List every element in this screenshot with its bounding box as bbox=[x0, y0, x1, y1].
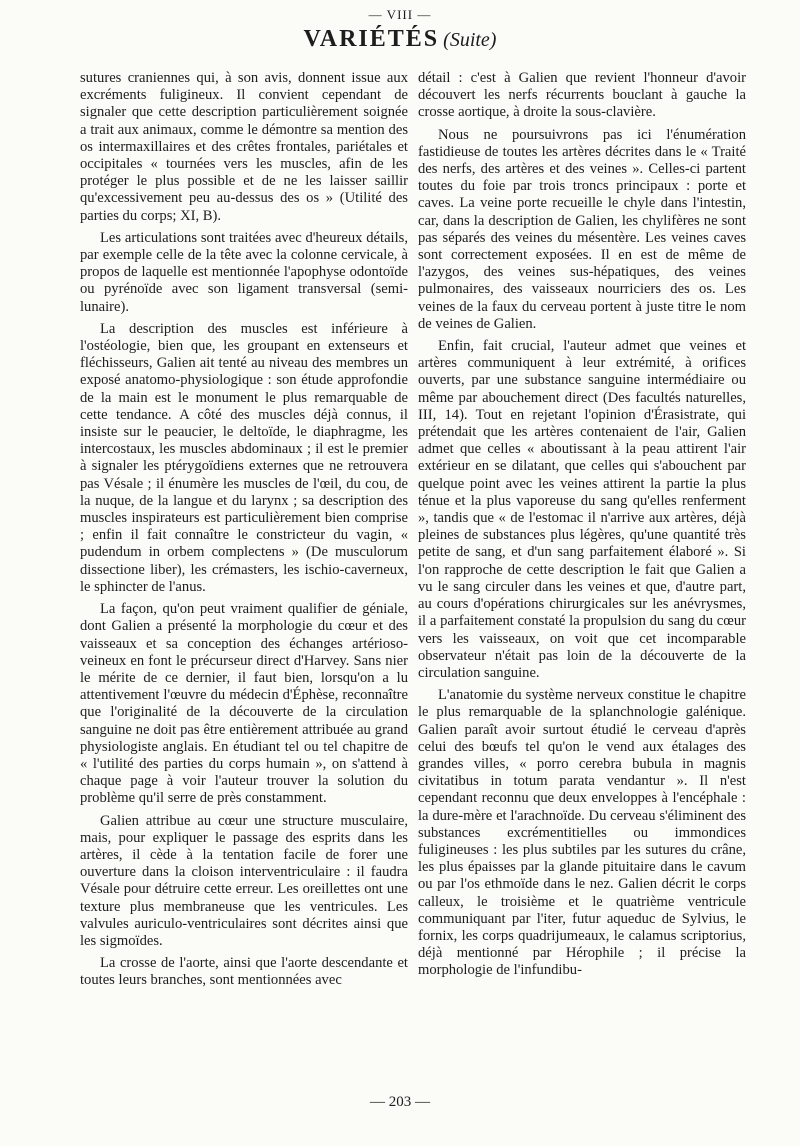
paragraph: Nous ne poursuivrons pas ici l'énumération fastidieuse de toutes les artères décrites dans le « Traité des nerfs, des artères et des veines ». Celles-ci partent toutes du foie par trois troncs principaux : porte et caves. La veine porte recueille le chyle dans l'intestin, car, dans la description de Galien, les chylifères ne sont pas séparés des veines du mésentère. Les veines caves sont correctement exposées. Il en est de même de l'azygos, des veines sus-hépatiques, des veines pulmonaires, des vaisseaux nourriciers des os. Les veines de la faux du cerveau portent à juste titre le nom de veines de Galien. bbox=[418, 126, 746, 332]
right-column bbox=[418, 70, 746, 985]
paragraph: Enfin, fait crucial, l'auteur admet que veines et artères communiquent à leur extrémité, à orifices ouverts, par une substance sanguine intermédiaire ou même par abouchement direct (Des facultés naturelles, III, 14). Tout en rejetant l'opinion d'Érasistrate, qui prétendait que les artères contenaient de l'air, Galien admet que celles « aboutissant à la peau attirent l'air extérieur en se dilatant, que celles qui s'abouchent par quelque point avec les veines attirent la partie la plus ténue et la plus vaporeuse du sang qu'elles renferment », tandis que « de l'estomac il n'arrive aux artères, déjà pleines de substances plus légères, qu'une quantité très petite de sang, et d'un sang parfaitement élaboré ». Si l'on rapproche de cette description le fait que Galien a vu le sang circuler dans les veines et que, d'autre part, au cours d'opérations chirurgicales sur les anévrysmes, il a parfaitement constaté la propulsion du sang du cœur vers les vaisseaux, on voit que cet incomparable observateur n'était pas loin de la découverte de la circulation sanguine. bbox=[418, 338, 746, 681]
paragraph: Les articulations sont traitées avec d'heureux détails, par exemple celle de la tête avec la colonne cervicale, à propos de laquelle est mentionnée l'apophyse odontoïde ou pyrénoïde avec son ligament transversal (semi-lunaire). bbox=[80, 229, 408, 315]
folio: — 203 — bbox=[370, 1094, 430, 1110]
section-title bbox=[0, 25, 800, 54]
title-suffix: (Suite) bbox=[443, 29, 497, 51]
paragraph: La crosse de l'aorte, ainsi que l'aorte descendante et toutes leurs branches, sont mentionnées avec bbox=[80, 955, 408, 989]
paragraph: La façon, qu'on peut vraiment qualifier de géniale, dont Galien a présenté la morphologie du cœur et des vaisseaux et sa conception des échanges artérioso-veineux en font le précurseur direct d'Harvey. Sans nier le mérite de ce dernier, il faut bien, lorsqu'on a lu attentivement l'œuvre du médecin d'Éphèse, reconnaître que l'originalité de la découverte de la circulation sanguine ne doit pas être entièrement attribuée au grand physiologiste anglais. En étudiant tel ou tel chapitre de « l'utilité des parties du corps humain », on s'attend à chaque page à voir l'auteur trouver la solution du problème qu'il serre de près constamment. bbox=[80, 601, 408, 807]
left-column bbox=[80, 70, 408, 995]
paragraph: L'anatomie du système nerveux constitue le chapitre le plus remarquable de la splanchnologie galénique. Galien paraît avoir surtout étudié le cerveau d'après celui des bœufs tel qu'on le vend aux étalages des grandes villes, « porro cerebra bubula in magnis civitatibus in totum parata vendantur ». Il n'est cependant reconnu que deux enveloppes à l'encéphale : la dure-mère et l'arachnoïde. Du cerveau s'éliminent des substances excrémentitielles ou immondices fuligineuses : les plus subtiles par les sutures du crâne, les plus épaisses par la glande pituitaire dans le cavum ou par l'os ethmoïde dans le nez. Galien décrit le corps calleux, le troisième et le quatrième ventricule communiquant par l'iter, futur aqueduc de Sylvius, le fornix, les corps quadrijumeaux, le calamus scriptorius, déjà mentionné par Hérophile ; il précise la morphologie de l'infundibu- bbox=[418, 687, 746, 979]
paragraph: détail : c'est à Galien que revient l'honneur d'avoir découvert les nerfs récurrents bouclant à gauche la crosse aortique, à droite la sous-clavière. bbox=[418, 70, 746, 121]
paragraph: Galien attribue au cœur une structure musculaire, mais, pour expliquer le passage des esprits dans les artères, il cède à la tentation facile de forer une ouverture dans la cloison interventriculaire : il faudra Vésale pour détruire cette erreur. Les oreillettes ont une texture plus membraneuse que les ventricules. Les valvules auriculo-ventriculaires sont décrites ainsi que les sigmoïdes. bbox=[80, 812, 408, 949]
title-text: VARIÉTÉS bbox=[303, 26, 440, 52]
paragraph: La description des muscles est inférieure à l'ostéologie, bien que, les groupant en extenseurs et fléchisseurs, Galien ait tenté au niveau des membres un exposé anatomo-physiologique : son étude approfondie de la main est le monument le plus remarquable de cette tendance. A côté des muscles déjà connus, il insiste sur le peaucier, le deltoïde, le diaphragme, les intercostaux, les muscles abdominaux ; il est le premier à signaler les ptérygoïdiens externes que ne retrouvera pas Vésale ; il énumère les muscles de l'œil, du cou, de la nuque, de la langue et du larynx ; sa description des muscles inspirateurs est particulièrement bien comprise ; enfin il fait connaître le constricteur du vagin, « pudendum in orbem complectens » (De musculorum dissectione liber), les crémasters, les ischio-caverneux, le sphincter de l'anus. bbox=[80, 320, 408, 595]
paragraph: sutures craniennes qui, à son avis, donnent issue aux excréments fuligineux. Il convient cependant de signaler que cette description particulièrement soignée a trait aux animaux, comme le démontre sa mention des os intermaxillaires et des crêtes frontales, pariétales et occipitales « tournées vers les muscles, afin de les protéger le plus possible et de ne les laisser saillir qu'excessivement peu au-dessus des os » (Utilité des parties du corps; XI, B). bbox=[80, 70, 408, 224]
page-number: — VIII — bbox=[368, 7, 432, 22]
